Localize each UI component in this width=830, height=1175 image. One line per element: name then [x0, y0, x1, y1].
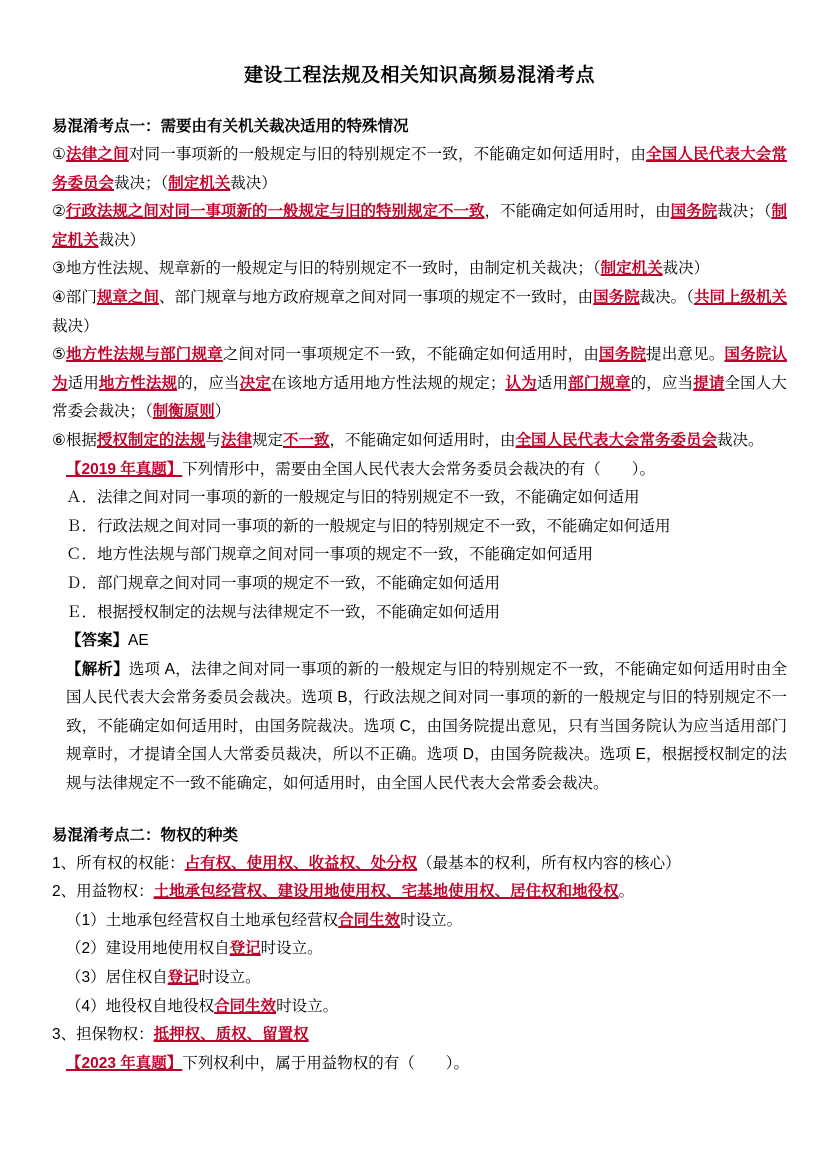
- exam-answer-row: [52, 627, 787, 656]
- emphasis-text: 国务院: [599, 346, 647, 364]
- emphasis-text: 登记: [167, 969, 199, 987]
- analysis-label: 【解析】: [66, 660, 129, 678]
- emphasis-text: 土地承包经营权、建设用地使用权、宅基地使用权、居住权和地役权: [153, 883, 619, 901]
- emphasis-text: 国务院: [593, 288, 640, 306]
- section-two-item: [52, 1021, 787, 1050]
- emphasis-text: 认为: [505, 374, 537, 392]
- exam-option: Ｃ．地方性法规与部门规章之间对同一事项的规定不一致，不能确定如何适用: [66, 546, 594, 564]
- emphasis-text: 规章之间: [96, 288, 159, 306]
- exam-option: Ｄ．部门规章之间对同一事项的规定不一致，不能确定如何适用: [66, 574, 501, 592]
- answer-label: 【答案】: [66, 632, 129, 650]
- body-text: 裁决）: [98, 231, 146, 249]
- emphasis-text: 决定: [239, 374, 271, 392]
- answer-value: AE: [128, 632, 149, 650]
- body-text: 时设立。: [260, 940, 323, 958]
- section-two-subitem: [52, 907, 787, 936]
- section-two-subitem: [52, 993, 787, 1022]
- emphasis-text: 占有权、使用权、收益权、处分权: [184, 854, 418, 872]
- body-text: 的，应当: [630, 374, 694, 392]
- emphasis-text: 法律: [220, 431, 252, 449]
- body-text: （最基本的权利，所有权内容的核心）: [417, 854, 681, 872]
- emphasis-text: 合同生效: [338, 911, 401, 929]
- analysis-text: 选项 A，法律之间对同一事项的新的一般规定与旧的特别规定不一致，不能确定如何适用时由全国人民代表大会常务委员会裁决。选项 B，行政法规之间对同一事项的新的一般规定与旧的特别规定不一致，不能确定如何适用时，由国务院裁决。选项 C，由国务院提出意见，只有当国务院认为应当适用部门规章时，才提请全国人大常委员裁决，所以不正确。选项 D，由国务院裁决。选项 E，根据授权制定的法规与法律规定不一致不能确定，如何适用时，由全国人民代表大会常委会裁决。: [66, 660, 787, 793]
- body-text: ）: [214, 403, 231, 421]
- body-text: 裁决。（: [639, 288, 694, 306]
- emphasis-text: 全国人民代表大会常务委员会: [515, 431, 718, 449]
- exam-question-2023: [52, 1050, 787, 1079]
- section-two-item: [52, 878, 787, 907]
- body-text: 裁决）: [230, 174, 277, 192]
- emphasis-text: 不一致: [282, 431, 330, 449]
- exam-question-2019-tag: 【2019 年真题】: [66, 460, 183, 478]
- section-two-subitem: [52, 935, 787, 964]
- body-text: 、部门规章与地方政府规章之间对同一事项的规定不一致时，由: [158, 288, 594, 306]
- body-text: 时设立。: [400, 911, 463, 929]
- emphasis-text: 行政法规之间对同一事项新的一般规定与旧的特别规定不一致: [65, 203, 485, 221]
- body-text: 裁决；（: [114, 174, 169, 192]
- body-text: 在该地方适用地方性法规的规定；: [270, 374, 506, 392]
- emphasis-text: 部门规章: [568, 374, 631, 392]
- emphasis-text: 制衡原则: [152, 403, 215, 421]
- body-text: ③地方性法规、规章新的一般规定与旧的特别规定不一致时，由制定机关裁决；（: [52, 260, 601, 278]
- body-text: ⑥根据: [52, 431, 97, 449]
- emphasis-text: 提请: [693, 374, 725, 392]
- section-one-item: [52, 198, 787, 255]
- exam-question-2023-stem: 下列权利中，属于用益物权的有（ ）。: [182, 1054, 470, 1072]
- body-text: 提出意见。: [646, 346, 725, 364]
- body-text: 时设立。: [198, 969, 261, 987]
- section-one-item: [52, 141, 787, 198]
- body-text: （1）土地承包经营权自土地承包经营权: [66, 911, 339, 929]
- section-two-heading: 易混淆考点二：物权的种类: [52, 826, 239, 844]
- emphasis-text: 制定机关: [600, 260, 663, 278]
- body-text: 规定: [251, 431, 283, 449]
- body-text: 适用: [67, 374, 99, 392]
- body-text: 全国人大常委会裁决；（: [52, 374, 787, 421]
- body-text: ⑤: [52, 346, 67, 364]
- exam-option: Ｅ．根据授权制定的法规与法律规定不一致，不能确定如何适用: [66, 603, 501, 621]
- section-two-item: [52, 850, 787, 879]
- body-text: 2、用益物权：: [52, 883, 154, 901]
- body-text: 裁决）: [52, 317, 99, 335]
- emphasis-text: 地方性法规与部门规章: [66, 346, 223, 364]
- emphasis-text: 抵押权、质权、留置权: [153, 1026, 309, 1044]
- section-one-item: [52, 427, 787, 456]
- body-text: 3、担保物权：: [52, 1026, 154, 1044]
- emphasis-text: 制定机关: [52, 203, 787, 249]
- page-title: 建设工程法规及相关知识高频易混淆考点: [243, 65, 595, 86]
- emphasis-text: 共同上级机关: [693, 288, 787, 306]
- exam-question-2019-stem: 下列情形中，需要由全国人民代表大会常务委员会裁决的有（ ）。: [182, 460, 656, 478]
- body-text: 裁决）: [662, 260, 710, 278]
- section-one-item: [52, 255, 787, 284]
- body-text: 时设立。: [276, 997, 339, 1015]
- body-text: ，不能确定如何适用时，由: [329, 431, 516, 449]
- exam-question-2023-tag: 【2023 年真题】: [66, 1054, 183, 1072]
- body-text: 。: [618, 883, 635, 901]
- body-text: （3）居住权自: [66, 969, 168, 987]
- section-one-item: [52, 284, 787, 341]
- emphasis-text: 国务院: [670, 203, 718, 221]
- section-one-item: [52, 341, 787, 427]
- body-text: ，不能确定如何适用时，由: [484, 203, 671, 221]
- body-text: 裁决。: [717, 431, 764, 449]
- exam-question-2019: [52, 456, 787, 485]
- body-text: 与: [205, 431, 221, 449]
- section-one-heading: 易混淆考点一：需要由有关机关裁决适用的特殊情况: [52, 118, 409, 135]
- body-text: 适用: [536, 374, 569, 392]
- body-text: ②: [52, 203, 66, 221]
- emphasis-text: 制定机关: [168, 174, 231, 192]
- exam-option: Ａ．法律之间对同一事项的新的一般规定与旧的特别规定不一致，不能确定如何适用: [66, 489, 640, 507]
- emphasis-text: 国务院认为: [52, 346, 787, 392]
- body-text: 1、所有权的权能：: [52, 854, 185, 872]
- body-text: 的，应当: [177, 374, 240, 392]
- body-text: （4）地役权自地役权: [66, 997, 215, 1015]
- emphasis-text: 登记: [229, 940, 261, 958]
- emphasis-text: 授权制定的法规: [96, 431, 206, 449]
- emphasis-text: 合同生效: [214, 997, 277, 1015]
- body-text: ①: [52, 146, 67, 163]
- exam-option: Ｂ．行政法规之间对同一事项的新的一般规定与旧的特别规定不一致，不能确定如何适用: [66, 517, 671, 535]
- emphasis-text: 法律之间: [66, 146, 129, 163]
- emphasis-text: 全国人民代表大会常务委员会: [52, 146, 787, 192]
- body-text: 裁决；（: [717, 203, 772, 221]
- emphasis-text: 地方性法规: [98, 374, 178, 392]
- body-text: ④部门: [52, 288, 97, 306]
- exam-analysis: [52, 656, 787, 799]
- body-text: 之间对同一事项规定不一致，不能确定如何适用时，由: [222, 346, 600, 364]
- body-text: 对同一事项新的一般规定与旧的特别规定不一致，不能确定如何适用时，由: [128, 146, 647, 163]
- section-two-subitem: [52, 964, 787, 993]
- body-text: （2）建设用地使用权自: [66, 940, 230, 958]
